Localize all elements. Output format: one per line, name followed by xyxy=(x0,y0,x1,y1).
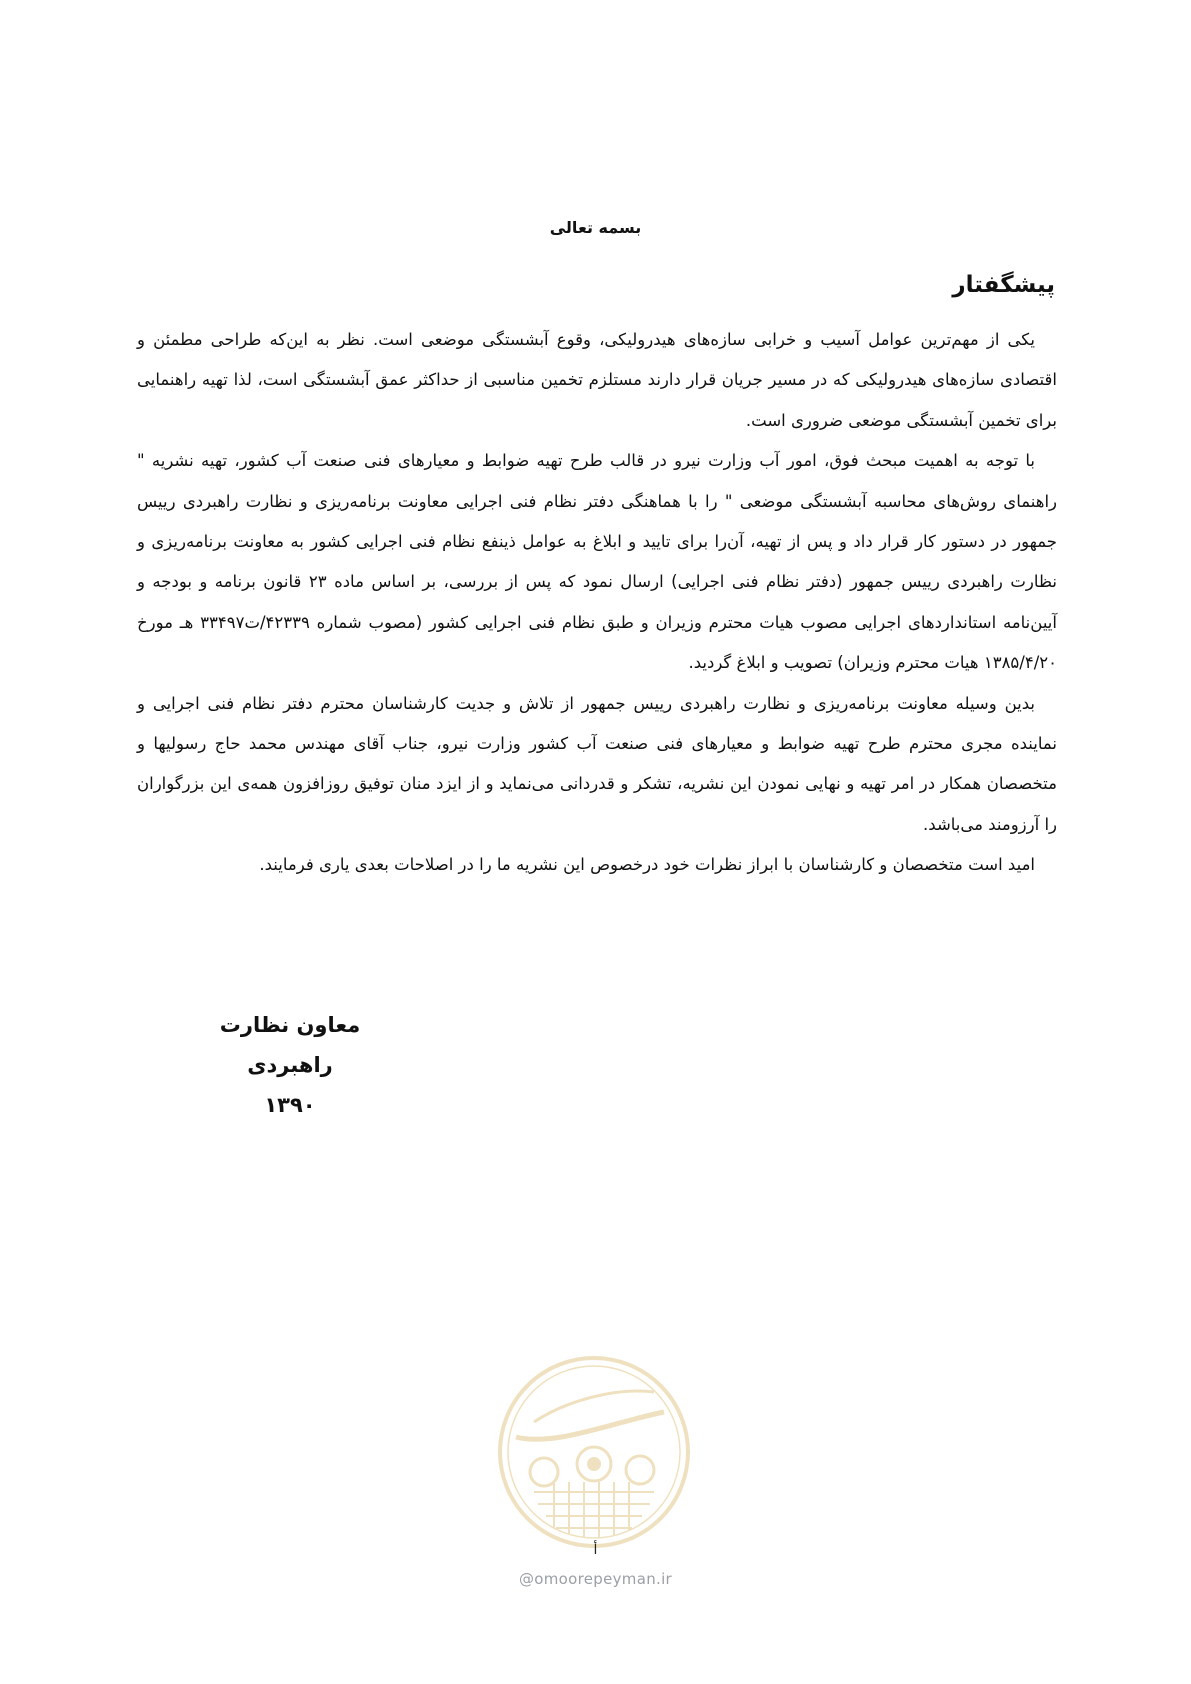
paragraph-2: با توجه به اهمیت مبحث فوق، امور آب وزارت نیرو در قالب طرح تهیه ضوابط و معیارهای فنی صنعت آب کشور، تهیه نشریه " راهنمای روش‌های محاسبه آبشستگی موضعی " را با هماهنگی دفتر نظام فنی اجرایی معاونت برنامه‌ریزی و نظارت راهبردی رییس جمهور در دستور کار قرار داد و پس از تهیه، آن‌را برای تایید و ابلاغ به عوامل ذینفع نظام فنی اجرایی کشور به معاونت برنامه‌ریزی و نظارت راهبردی رییس جمهور (دفتر نظام فنی اجرایی) ارسال نمود که پس از بررسی، بر اساس ماده ۲۳ قانون برنامه و بودجه و آیین‌نامه استانداردهای اجرایی مصوب هیات محترم وزیران و طبق نظام فنی اجرایی کشور (مصوب شماره ۴۲۳۳۹/ت۳۳۴۹۷ هـ مورخ ۱۳۸۵/۴/۲۰ هیات محترم وزیران) تصویب و ابلاغ گردید. xyxy=(137,451,1057,673)
bismillah-heading: بسمه تعالی xyxy=(549,218,642,237)
watermark-site-text: @omoorepeyman.ir xyxy=(518,1570,673,1588)
paragraph-1: یکی از مهم‌ترین عوامل آسیب و خرابی سازه‌های هیدرولیکی، وقوع آبشستگی موضعی است. نظر به این‌که طراحی مطمئن و اقتصادی سازه‌های هیدرولیکی که در مسیر جریان قرار دارند مستلزم تخمین مناسبی از حداکثر عمق آبشستگی است، لذا تهیه راهنمایی برای تخمین آبشستگی موضعی ضروری است. xyxy=(137,330,1057,430)
watermark-logo xyxy=(494,1352,694,1552)
watermark-seal-icon xyxy=(494,1352,694,1552)
page-number: أ xyxy=(593,1542,598,1558)
signature-year: ۱۳۹۰ xyxy=(264,1093,316,1117)
paragraph-4: امید است متخصصان و کارشناسان با ابراز نظرات خود درخصوص این نشریه ما را در اصلاحات بعدی یاری فرمایند. xyxy=(259,855,1035,875)
signature-name: معاون نظارت راهبردی xyxy=(219,1013,361,1077)
foreword-body xyxy=(137,320,1057,886)
paragraph-3: بدین وسیله معاونت برنامه‌ریزی و نظارت راهبردی رییس جمهور از تلاش و جدیت کارشناسان محترم دفتر نظام فنی اجرایی و نماینده مجری محترم طرح تهیه ضوابط و معیارهای فنی صنعت آب کشور وزارت نیرو، جناب آقای مهندس محمد حاج رسولیها و متخصصان همکار در امر تهیه و نهایی نمودن این نشریه، تشکر و قدردانی می‌نماید و از ایزد منان توفیق روزافزون همه‌ی این بزرگواران را آرزومند می‌باشد. xyxy=(137,693,1057,834)
signature-block xyxy=(180,1005,400,1125)
page-title: پیشگفتار xyxy=(952,272,1055,298)
